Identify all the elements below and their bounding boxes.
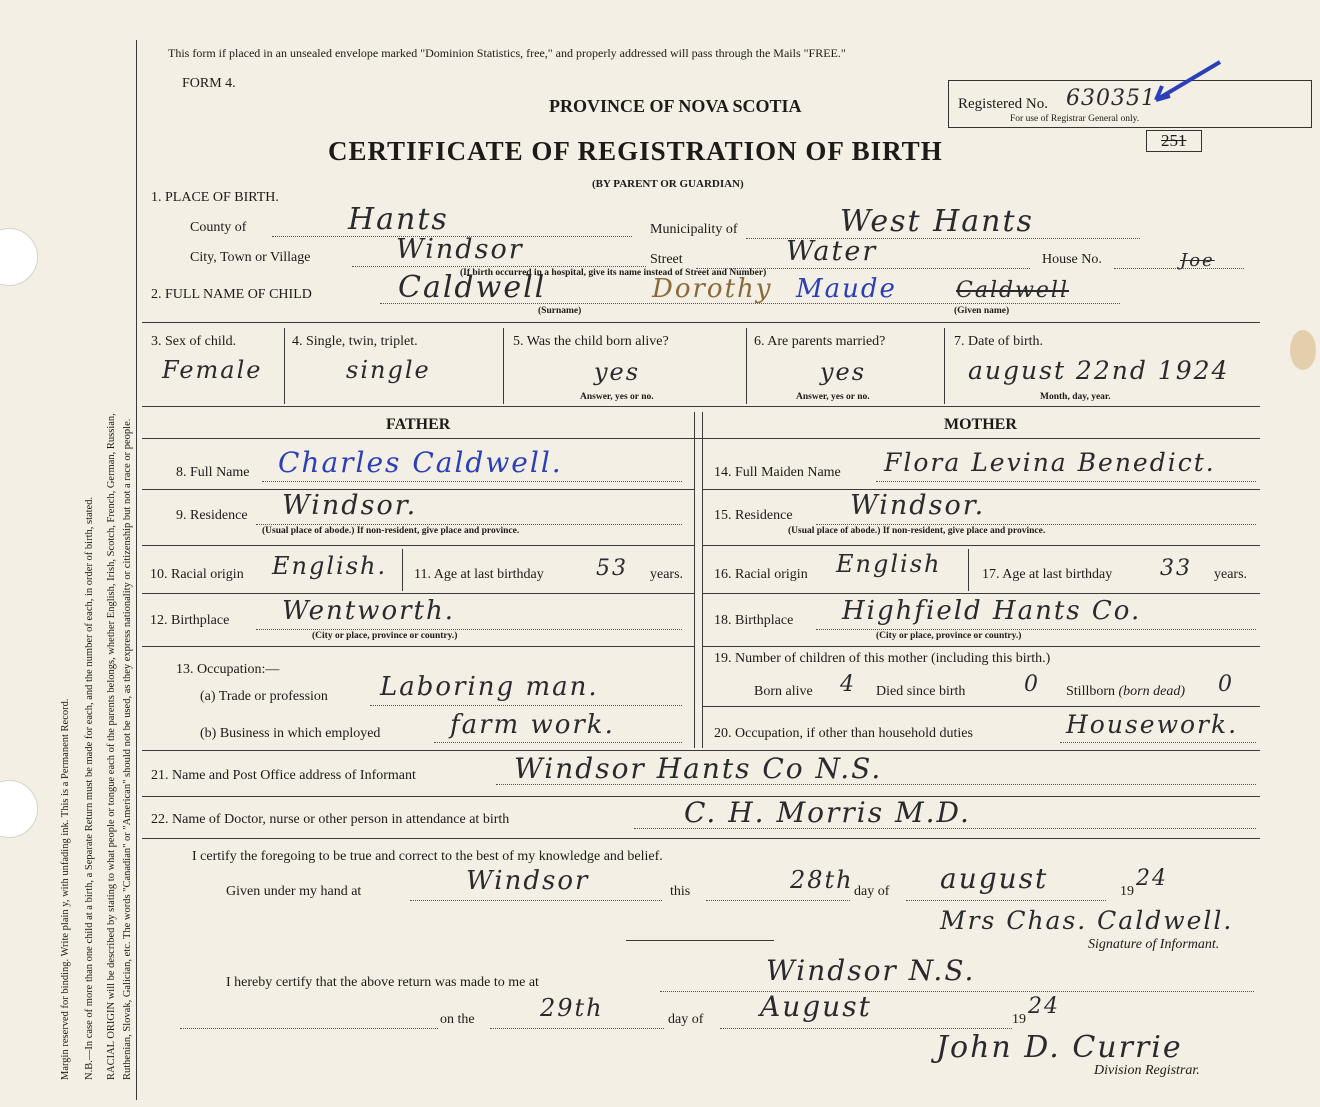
certify-line-1: I certify the foregoing to be true and correct to the best of my knowledge and belief. — [192, 849, 663, 864]
return-month-line — [720, 1028, 1012, 1029]
mother-heading: MOTHER — [944, 416, 1017, 433]
mother-name-line — [876, 481, 1256, 482]
born-alive-label: Born alive — [754, 684, 813, 699]
rule-after-9 — [142, 545, 694, 546]
died-value: 0 — [1024, 672, 1040, 697]
registered-number: 630351 — [1066, 86, 1156, 111]
rule-after-19 — [702, 706, 1260, 707]
certificate-subtitle: (BY PARENT OR GUARDIAN) — [592, 178, 744, 190]
municipality-value: West Hants — [840, 204, 1034, 239]
mother-res-caption: (Usual place of abode.) If non-resident, give place and province. — [788, 526, 1046, 536]
married-value: yes — [820, 358, 867, 386]
father-occ-label: 13. Occupation:— — [176, 662, 280, 677]
city-label: City, Town or Village — [190, 250, 311, 265]
child-name-label: 2. FULL NAME OF CHILD — [151, 287, 312, 302]
month-value: august — [940, 862, 1049, 895]
mother-bp-value: Highfield Hants Co. — [842, 596, 1142, 626]
father-bp-value: Wentworth. — [282, 596, 455, 626]
father-age-unit: years. — [650, 567, 684, 582]
rule-after-name — [142, 322, 1260, 323]
given-place-line — [410, 900, 662, 901]
stillborn-value: 0 — [1218, 672, 1234, 697]
died-label: Died since birth — [876, 684, 966, 699]
date-label: 7. Date of birth. — [954, 334, 1044, 349]
married-label: 6. Are parents married? — [754, 334, 886, 349]
child-given-2: Maude — [796, 274, 897, 304]
return-day-line — [490, 1028, 664, 1029]
day-line — [706, 900, 850, 901]
mother-bp-label: 18. Birthplace — [714, 613, 794, 628]
rule-under-headings — [142, 438, 1260, 439]
married-caption: Answer, yes or no. — [796, 392, 870, 402]
father-res-label: 9. Residence — [176, 508, 248, 523]
single-label: 4. Single, twin, triplet. — [292, 334, 418, 349]
mother-name-value: Flora Levina Benedict. — [884, 448, 1216, 477]
child-struck-name: Caldwell — [956, 278, 1069, 303]
trade-value: Laboring man. — [380, 672, 599, 702]
alive-caption: Answer, yes or no. — [580, 392, 654, 402]
side-note-4: Ruthenian, Slovak, Galician, etc. The words "Canadian" or "American" should not be used, as they express nationality or citizenship but not a race or people. — [122, 418, 133, 1080]
father-res-caption: (Usual place of abode.) If non-resident, give place and province. — [262, 526, 520, 536]
month-line — [906, 900, 1106, 901]
hospital-note: (If birth occurred in a hospital, give its name instead of Street and Number) — [460, 268, 767, 278]
mother-name-label: 14. Full Maiden Name — [714, 465, 841, 480]
date-value: august 22nd 1924 — [968, 356, 1230, 385]
child-given-1: Dorothy — [652, 274, 773, 304]
father-race-value: English. — [272, 552, 388, 580]
return-place: Windsor N.S. — [766, 954, 976, 987]
child-surname: Caldwell — [398, 270, 547, 305]
given-place: Windsor — [466, 866, 590, 896]
father-bp-label: 12. Birthplace — [150, 613, 230, 628]
father-heading: FATHER — [386, 416, 451, 433]
arrow-mark — [1148, 58, 1228, 108]
mother-res-line — [816, 524, 1256, 525]
father-bp-line — [256, 629, 682, 630]
house-value: Joe — [1180, 250, 1215, 271]
mother-race-divider — [968, 549, 969, 591]
province-heading: PROVINCE OF NOVA SCOTIA — [549, 96, 802, 116]
row3-divider-2 — [503, 328, 504, 404]
registrar-signature: John D. Currie — [936, 1030, 1183, 1065]
certificate-title: CERTIFICATE OF REGISTRATION OF BIRTH — [328, 136, 943, 166]
informant-signature: Mrs Chas. Caldwell. — [940, 906, 1234, 935]
alive-label: 5. Was the child born alive? — [513, 334, 669, 349]
registered-label: Registered No. — [958, 96, 1048, 112]
return-day-label: day of — [668, 1012, 704, 1027]
on-the-lead-line — [180, 1028, 438, 1029]
father-res-value: Windsor. — [282, 490, 418, 521]
informant-label: 21. Name and Post Office address of Informant — [151, 768, 416, 783]
informant-value: Windsor Hants Co N.S. — [514, 752, 883, 785]
rule-after-22 — [142, 838, 1260, 839]
mother-race-value: English — [836, 550, 942, 578]
rule-after-12 — [142, 646, 694, 647]
return-day: 29th — [540, 994, 604, 1022]
business-label: (b) Business in which employed — [200, 726, 381, 741]
street-label: Street — [650, 252, 683, 267]
rule-after-15 — [702, 545, 1260, 546]
return-place-line — [660, 991, 1254, 992]
stillborn-label — [1066, 684, 1185, 700]
punch-hole-bottom — [0, 780, 38, 838]
registrar-use-note: For use of Registrar General only. — [1010, 114, 1140, 124]
side-note-3: RACIAL ORIGIN will be described by stating to what people or tongue each of the parents belongs, whether English, Irish, Scotch, French, German, Russian, — [106, 413, 117, 1080]
punch-hole-top — [0, 228, 38, 286]
doctor-value: C. H. Morris M.D. — [684, 796, 971, 829]
paper-stain — [1290, 330, 1316, 370]
father-name-label: 8. Full Name — [176, 465, 250, 480]
return-year-suffix: 24 — [1028, 994, 1060, 1019]
row3-divider-3 — [746, 328, 747, 404]
form-number: FORM 4. — [182, 76, 236, 91]
father-bp-caption: (City or place, province or country.) — [312, 631, 458, 641]
trade-line — [370, 705, 682, 706]
parents-divider-left — [694, 412, 695, 748]
county-label: County of — [190, 220, 247, 235]
born-alive-value: 4 — [840, 672, 856, 697]
father-name-line — [262, 481, 682, 482]
mother-age-unit: years. — [1214, 567, 1248, 582]
mother-occ-label: 20. Occupation, if other than household duties — [714, 726, 973, 741]
municipality-label: Municipality of — [650, 222, 738, 237]
rule-after-row3 — [142, 406, 1260, 407]
rule-after-parents — [142, 750, 1260, 751]
house-line — [1114, 268, 1244, 269]
day-value: 28th — [790, 866, 854, 894]
binding-margin-rule — [136, 40, 137, 1100]
stillborn-text: Stillborn — [1066, 684, 1116, 699]
on-the-label: on the — [440, 1012, 475, 1027]
business-line — [434, 742, 682, 743]
mother-bp-line — [816, 629, 1256, 630]
year-suffix: 24 — [1136, 866, 1168, 891]
given-label: Given under my hand at — [226, 884, 362, 899]
alive-value: yes — [594, 358, 641, 386]
sex-value: Female — [162, 356, 263, 384]
return-year-prefix: 19 — [1012, 1012, 1026, 1027]
day-of-label: day of — [854, 884, 890, 899]
mother-race-label: 16. Racial origin — [714, 567, 808, 582]
certify-line-2: I hereby certify that the above return was made to me at — [226, 975, 539, 990]
mother-res-value: Windsor. — [850, 490, 986, 521]
father-age-label: 11. Age at last birthday — [414, 567, 544, 582]
single-value: single — [346, 356, 431, 384]
city-line — [352, 266, 646, 267]
date-caption: Month, day, year. — [1040, 392, 1111, 402]
father-age-value: 53 — [596, 556, 628, 581]
rule-after-18 — [702, 646, 1260, 647]
top-notice: This form if placed in an unsealed envelope marked "Dominion Statistics, free," and properly addressed will pass through the Mails "FREE." — [168, 46, 846, 60]
trade-label: (a) Trade or profession — [200, 689, 328, 704]
street-value: Water — [786, 236, 878, 267]
certify-separator — [626, 940, 774, 941]
stillborn-note: (born dead) — [1118, 684, 1186, 699]
side-note-1: Margin reserved for binding. Write plain y, with unfading ink. This is a Permanent Record. — [60, 698, 71, 1080]
doctor-label: 22. Name of Doctor, nurse or other person in attendance at birth — [151, 812, 510, 827]
mother-occ-line — [1060, 742, 1256, 743]
mother-age-label: 17. Age at last birthday — [982, 567, 1113, 582]
mother-res-label: 15. Residence — [714, 508, 793, 523]
father-race-label: 10. Racial origin — [150, 567, 244, 582]
surname-caption: (Surname) — [538, 306, 582, 316]
this-label: this — [670, 884, 691, 899]
side-note-2: N.B.—In case of more than one child at a birth, a Separate Return must be made for each, and the number of each, in order of birth, stated. — [84, 496, 95, 1080]
mother-age-value: 33 — [1160, 556, 1192, 581]
given-caption: (Given name) — [954, 306, 1010, 316]
rule-after-8 — [142, 489, 694, 490]
return-month: August — [760, 990, 872, 1023]
father-name-value: Charles Caldwell. — [278, 446, 563, 479]
row3-divider-4 — [944, 328, 945, 404]
sex-label: 3. Sex of child. — [151, 334, 237, 349]
business-value: farm work. — [450, 710, 615, 740]
rule-after-16 — [702, 593, 1260, 594]
place-heading: 1. PLACE OF BIRTH. — [151, 190, 279, 205]
rule-after-10 — [142, 593, 694, 594]
parents-divider-right — [702, 412, 703, 748]
registrar-caption: Division Registrar. — [1094, 1063, 1200, 1078]
year-prefix: 19 — [1120, 884, 1134, 899]
mother-bp-caption: (City or place, province or country.) — [876, 631, 1022, 641]
row3-divider-1 — [284, 328, 285, 404]
informant-sig-caption: Signature of Informant. — [1088, 937, 1220, 952]
father-res-line — [256, 524, 682, 525]
children-label: 19. Number of children of this mother (including this birth.) — [714, 651, 1051, 666]
mother-occ-value: Housework. — [1066, 710, 1239, 739]
house-label: House No. — [1042, 252, 1102, 267]
county-value: Hants — [348, 202, 449, 237]
father-race-divider — [402, 549, 403, 591]
stamp-number: 251 — [1146, 130, 1202, 152]
city-value: Windsor — [396, 234, 524, 265]
